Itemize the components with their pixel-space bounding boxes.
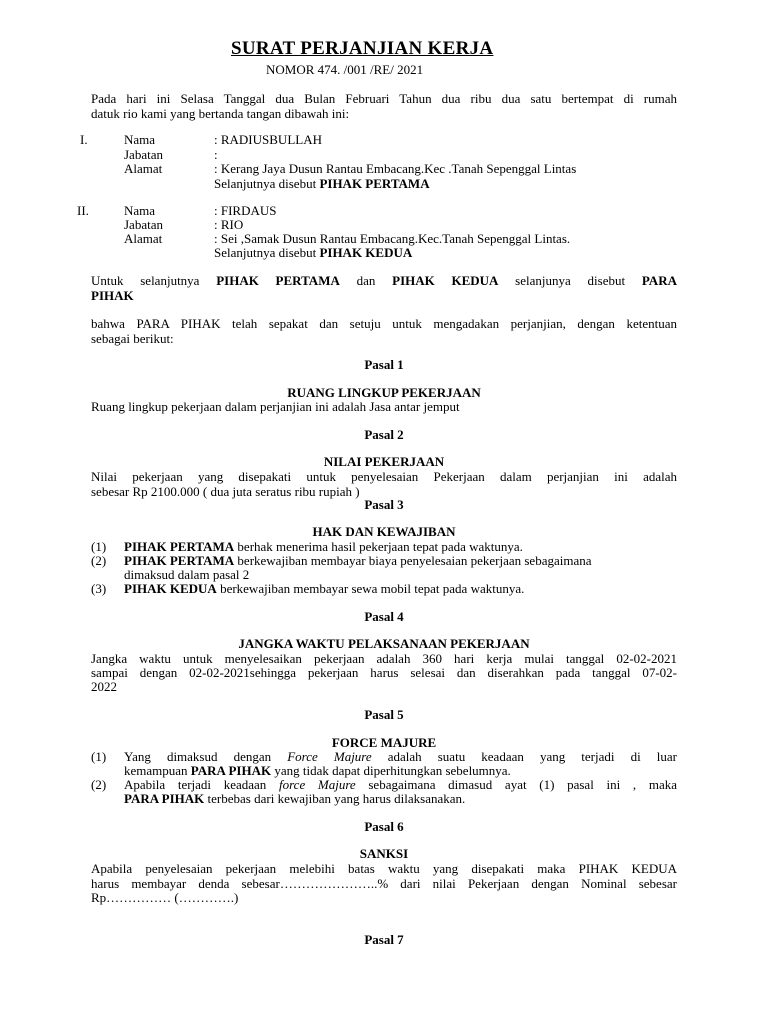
party1-designation-prefix: Selanjutnya disebut — [214, 176, 320, 191]
pasal5-item-2-text-2: sebagaimana dimasud ayat (1) pasal ini , maka — [355, 777, 677, 792]
pasal3-item-2-num: (2) — [91, 553, 107, 568]
pasal4-label: Pasal 4 — [364, 609, 404, 624]
pasal5-item-2-italic: force Majure — [278, 777, 356, 792]
para-pihak-text-1: Untuk selanjutnya — [91, 273, 217, 288]
pasal1-label: Pasal 1 — [364, 357, 404, 372]
pasal5-item-1-line-2 — [124, 763, 511, 778]
pasal3-label: Pasal 3 — [364, 497, 404, 512]
party1-name-label: Nama — [124, 132, 156, 147]
para-pihak-bold-1: PIHAK PERTAMA — [216, 273, 340, 288]
party2-address-label: Alamat — [124, 231, 163, 246]
pasal5-item-1-text-4: yang tidak dapat diperhitungkan sebelumnya. — [271, 763, 511, 778]
document-title: SURAT PERJANJIAN KERJA — [231, 38, 494, 59]
party1-address-label: Alamat — [124, 161, 163, 176]
pasal3-item-1-num: (1) — [91, 539, 107, 554]
party2-name-value: : FIRDAUS — [214, 203, 277, 218]
pasal3-item-3-num: (3) — [91, 581, 107, 596]
pasal1-heading: RUANG LINGKUP PEKERJAAN — [287, 385, 481, 400]
pasal6-heading: SANKSI — [359, 846, 409, 861]
pasal6-line-2: harus membayar denda sebesar…………………..% dari nilai Pekerjaan dengan Nominal sebesar — [91, 876, 677, 891]
party1-address-value: : Kerang Jaya Dusun Rantau Embacang.Kec .Tanah Sepenggal Lintas — [214, 161, 577, 176]
pasal2-heading: NILAI PEKERJAAN — [323, 454, 445, 469]
intro-line-2: datuk rio kami yang bertanda tangan dibawah ini: — [91, 106, 350, 121]
pasal3-item-1 — [124, 539, 523, 554]
para-pihak-bold-2: PIHAK KEDUA — [392, 273, 499, 288]
party2-designation-prefix: Selanjutnya disebut — [214, 245, 320, 260]
party1-numeral: I. — [80, 132, 88, 147]
para-pihak-text-3: selanjunya disebut — [498, 273, 642, 288]
pasal5-item-1-text-3: kemampuan — [124, 763, 191, 778]
pasal3-item-3-bold: PIHAK KEDUA — [124, 581, 217, 596]
pasal3-item-3 — [124, 581, 524, 596]
para-pihak-line-2: PIHAK — [91, 288, 134, 303]
pasal3-item-2-bold: PIHAK PERTAMA — [124, 553, 235, 568]
intro-line-1: Pada hari ini Selasa Tanggal dua Bulan Februari Tahun dua ribu dua satu bertempat di rumah — [91, 91, 677, 106]
pasal6-line-3: Rp…………… (………….) — [91, 890, 239, 905]
pasal5-item-2-text-3: terbebas dari kewajiban yang harus dilaksanakan. — [204, 791, 466, 806]
pasal5-item-1-num: (1) — [91, 749, 107, 764]
pasal4-heading: JANGKA WAKTU PELAKSANAAN PEKERJAAN — [238, 636, 530, 651]
party2-numeral: II. — [77, 203, 89, 218]
pasal6-label: Pasal 6 — [364, 819, 404, 834]
party2-position-value: : RIO — [214, 217, 244, 232]
pasal3-item-1-text: berhak menerima hasil pekerjaan tepat pada waktunya. — [234, 539, 523, 554]
pasal5-heading: FORCE MAJURE — [331, 735, 437, 750]
pasal2-line-2: sebesar Rp 2100.000 ( dua juta seratus ribu rupiah ) — [91, 484, 360, 499]
party2-name-label: Nama — [124, 203, 156, 218]
pasal5-item-2-num: (2) — [91, 777, 107, 792]
pasal5-item-1-bold: PARA PIHAK — [190, 763, 272, 778]
pasal5-item-1-line-1 — [124, 749, 677, 764]
pasal7-label: Pasal 7 — [364, 932, 404, 947]
party2-address-value: : Sei ,Samak Dusun Rantau Embacang.Kec.Tanah Sepenggal Lintas. — [214, 231, 571, 246]
pasal1-text: Ruang lingkup pekerjaan dalam perjanjian ini adalah Jasa antar jemput — [91, 399, 460, 414]
party2-position-label: Jabatan — [124, 217, 163, 232]
para-pihak-bold-3: PARA — [641, 273, 677, 288]
pasal3-heading: HAK DAN KEWAJIBAN — [312, 524, 456, 539]
pasal4-line-1: Jangka waktu untuk menyelesaikan pekerjaan adalah 360 hari kerja mulai tanggal 02-02-2021 — [91, 651, 677, 666]
pasal2-label: Pasal 2 — [364, 427, 404, 442]
pasal6-line-1: Apabila penyelesaian pekerjaan melebihi batas waktu yang disepakati maka PIHAK KEDUA — [91, 861, 677, 876]
party1-designation-label: PIHAK PERTAMA — [319, 176, 430, 191]
party1-designation — [214, 176, 430, 191]
pasal5-item-2-text-1: Apabila terjadi keadaan — [124, 777, 279, 792]
pasal3-item-3-text: berkewajiban membayar sewa mobil tepat pada waktunya. — [216, 581, 525, 596]
agreement-line-1: bahwa PARA PIHAK telah sepakat dan setuju untuk mengadakan perjanjian, dengan ketentuan — [91, 316, 677, 331]
pasal2-line-1: Nilai pekerjaan yang disepakati untuk penyelesaian Pekerjaan dalam perjanjian ini adalah — [91, 469, 677, 484]
party1-name-value: : RADIUSBULLAH — [214, 132, 322, 147]
pasal3-item-2 — [124, 553, 592, 568]
para-pihak-line-1 — [91, 273, 677, 288]
pasal5-item-2-bold: PARA PIHAK — [124, 791, 205, 806]
party2-designation-label: PIHAK KEDUA — [319, 245, 413, 260]
pasal5-item-1-text-2: adalah suatu keadaan yang terjadi di luar — [371, 749, 677, 764]
document-number: NOMOR 474. /001 /RE/ 2021 — [266, 62, 424, 77]
agreement-line-2: sebagai berikut: — [91, 331, 174, 346]
party2-designation — [214, 245, 412, 260]
pasal5-item-2-line-1 — [124, 777, 677, 792]
party1-position-label: Jabatan — [124, 147, 163, 162]
pasal5-item-2-line-2 — [124, 791, 465, 806]
pasal5-item-1-italic: Force Majure — [287, 749, 372, 764]
para-pihak-text-2: dan — [339, 273, 393, 288]
pasal3-item-2-text: berkewajiban membayar biaya penyelesaian pekerjaan sebagaimana — [234, 553, 592, 568]
pasal4-line-2: sampai dengan 02-02-2021sehingga pekerjaan harus selesai dan diserahkan pada tanggal 07-02- — [91, 665, 677, 680]
pasal5-item-1-text-1: Yang dimaksud dengan — [124, 749, 288, 764]
pasal3-item-2-cont: dimaksud dalam pasal 2 — [124, 567, 250, 582]
pasal3-item-1-bold: PIHAK PERTAMA — [124, 539, 235, 554]
pasal4-line-3: 2022 — [91, 679, 117, 694]
party1-position-value: : — [214, 147, 218, 162]
pasal5-label: Pasal 5 — [364, 707, 404, 722]
